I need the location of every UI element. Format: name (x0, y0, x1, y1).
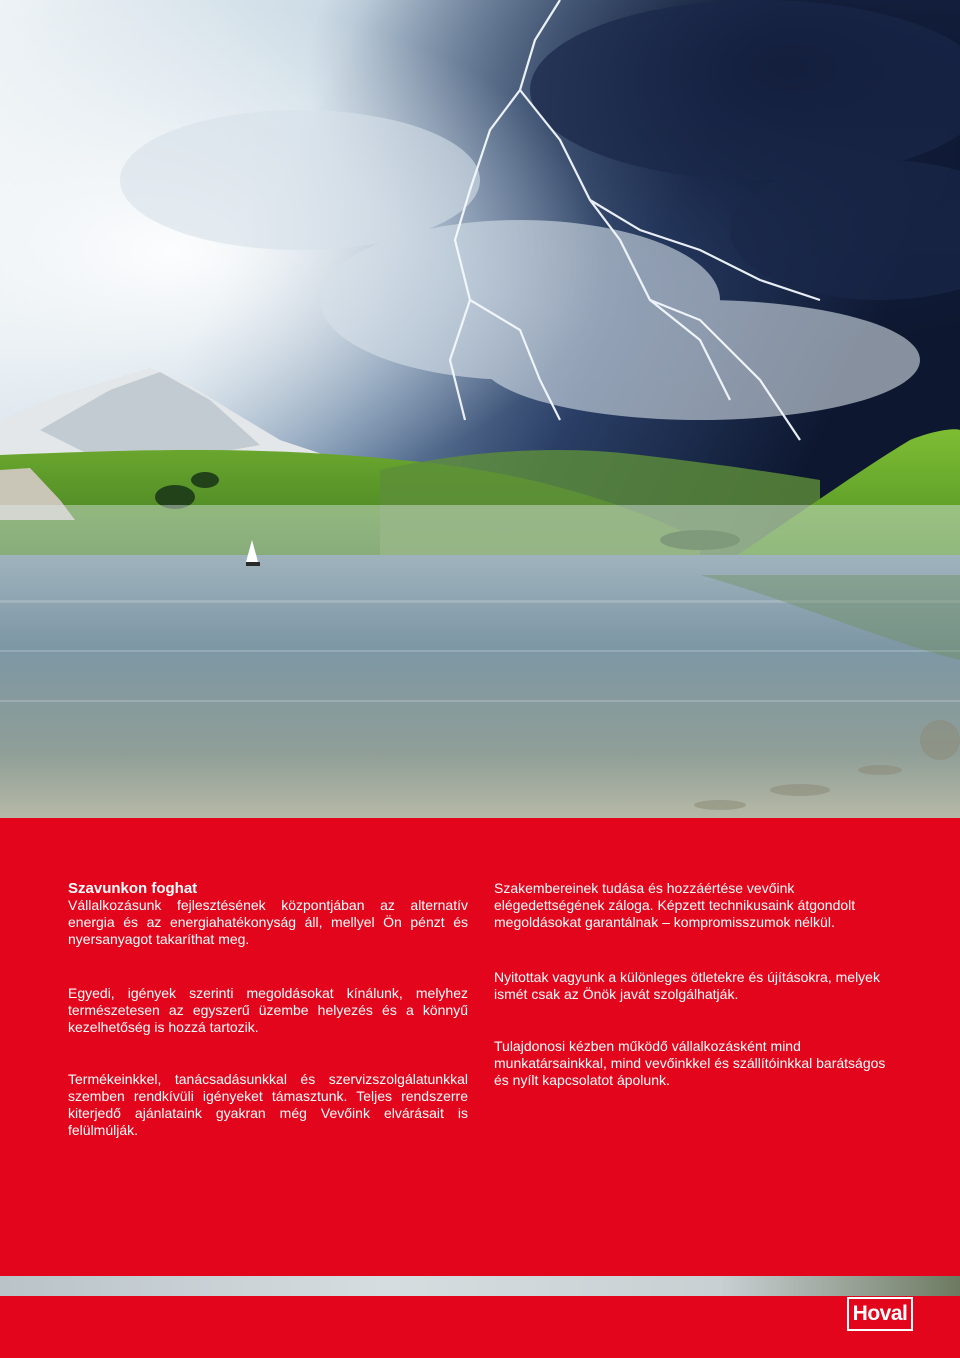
paragraph: Termékeinkkel, tanácsadásunkkal és szervizszolgálatunkkal szemben rendkívüli igényeket támasztunk. Teljes rendszerre kiterjedő ajánlataink gyakran még Vevőink elvárásait is felülmúlják. (68, 1071, 468, 1138)
hoval-logo: Hoval (847, 1297, 913, 1331)
paragraph: Nyitottak vagyunk a különleges ötletekre és újításokra, melyek ismét csak az Önök javát szolgálhatják. (494, 969, 880, 1002)
paragraph: Vállalkozásunk fejlesztésének központjában az alternatív energia és az energiahatékonyság áll, mellyel Ön pénzt és nyersanyagot takaríthat meg. (68, 897, 468, 947)
right-column (494, 880, 894, 1089)
footer (0, 1296, 960, 1358)
left-column (68, 880, 468, 1139)
paragraph: Szakembereinek tudása és hozzáértése vevőink elégedettségének záloga. Képzett technikusaink átgondolt megoldásokat garantálnak – kompromisszumok nélkül. (494, 880, 856, 930)
paragraph: Egyedi, igények szerinti megoldásokat kínálunk, melyhez természetesen az egyszerű üzembe helyezés és a könnyű kezelhetőség is hozzá tartozik. (68, 985, 468, 1035)
paragraph: Tulajdonosi kézben működő vállalkozásként mind munkatársainkkal, mind vevőinkkel és szállítóinkkal barátságos és nyílt kapcsolatot ápolunk. (494, 1038, 886, 1088)
text-panel (0, 818, 960, 1276)
footer-image-strip (0, 1276, 960, 1296)
section-heading: Szavunkon foghat (68, 880, 198, 897)
